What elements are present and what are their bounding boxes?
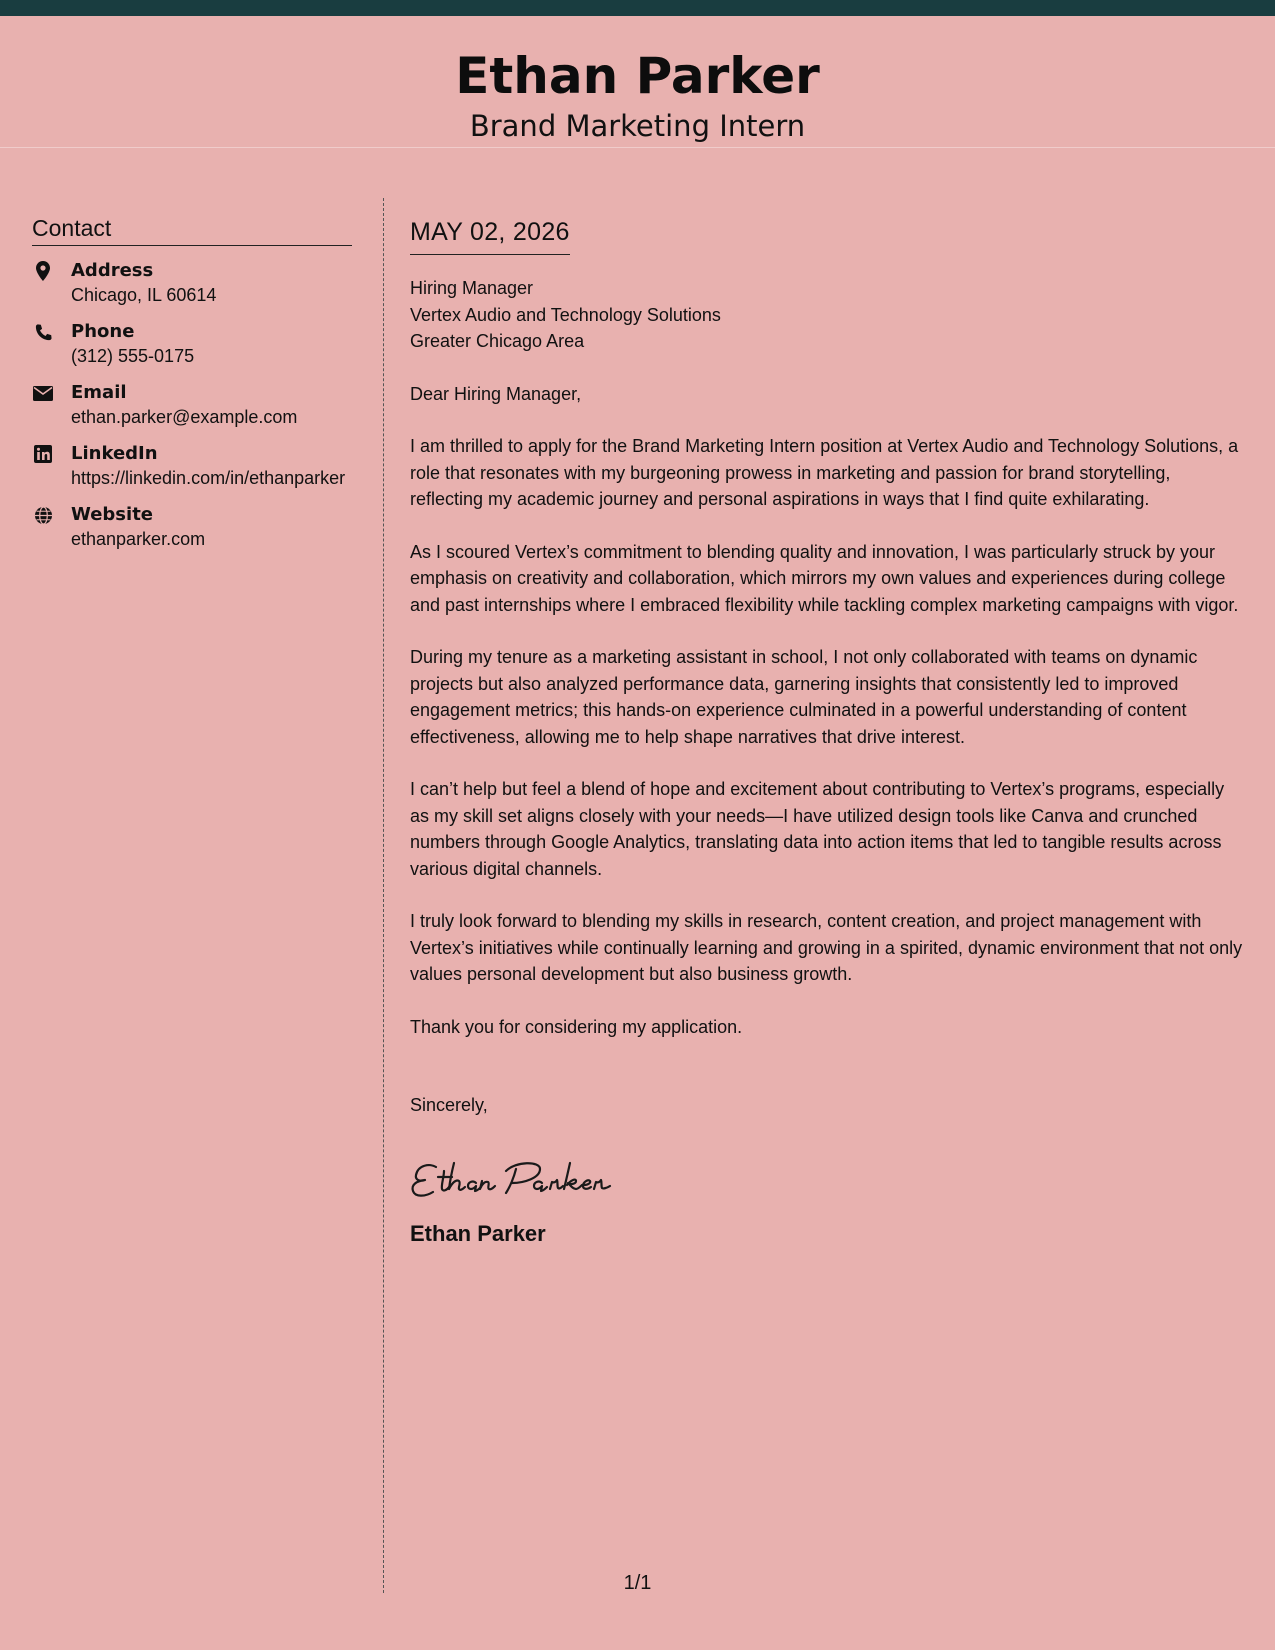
contact-sidebar bbox=[32, 214, 352, 564]
contact-value-phone: (312) 555-0175 bbox=[71, 346, 195, 366]
letter-date: MAY 02, 2026 bbox=[410, 216, 570, 255]
recipient-block bbox=[410, 275, 1245, 355]
contact-item-linkedin bbox=[32, 442, 352, 490]
contact-value-address: Chicago, IL 60614 bbox=[71, 285, 217, 305]
contact-value-email[interactable]: ethan.parker@example.com bbox=[71, 407, 298, 427]
contact-label-website: Website bbox=[71, 504, 154, 525]
contact-item-email bbox=[32, 381, 352, 429]
map-pin-icon bbox=[32, 261, 54, 281]
resume-header bbox=[0, 16, 1275, 148]
contact-value-linkedin[interactable]: https://linkedin.com/in/ethanparker bbox=[71, 468, 346, 488]
applicant-name: Ethan Parker bbox=[455, 47, 820, 105]
applicant-role: Brand Marketing Intern bbox=[469, 109, 806, 143]
contact-value-website[interactable]: ethanparker.com bbox=[71, 529, 206, 549]
handwritten-signature bbox=[410, 1145, 1245, 1205]
contact-label-email: Email bbox=[71, 382, 127, 403]
recipient-location: Greater Chicago Area bbox=[410, 331, 585, 351]
letter-paragraph: I can’t help but feel a blend of hope and excitement about contributing to Vertex’s programs, especially as my skill set aligns closely with your needs—I have utilized design tools like Canva and crunched numbers through Google Analytics, translating data into action items that led to tangible results across various digital channels. bbox=[410, 779, 1225, 879]
letter-paragraph: I truly look forward to blending my skills in research, content creation, and project management with Vertex’s initiatives while continually learning and growing in a spirited, dynamic environment that not only values personal development but also business growth. bbox=[410, 911, 1243, 984]
contact-heading: Contact bbox=[32, 214, 352, 246]
column-divider bbox=[383, 198, 384, 1593]
linkedin-icon bbox=[32, 444, 54, 464]
top-accent-bar bbox=[0, 0, 1275, 16]
letter-paragraph: During my tenure as a marketing assistant in school, I not only collaborated with teams on dynamic projects but also analyzed performance data, garnering insights that consistently led to improved engagement metrics; this hands-on experience culminated in a powerful understanding of content effectiveness, allowing me to help shape narratives that drive interest. bbox=[410, 647, 1198, 747]
salutation: Dear Hiring Manager, bbox=[410, 383, 582, 404]
page-number: 1/1 bbox=[623, 1572, 652, 1594]
letter-paragraph: Thank you for considering my application. bbox=[410, 1016, 743, 1037]
cover-letter-body bbox=[410, 216, 1245, 1249]
closing: Sincerely, bbox=[410, 1095, 488, 1115]
envelope-icon bbox=[32, 383, 54, 403]
globe-icon bbox=[32, 505, 54, 525]
contact-item-address bbox=[32, 259, 352, 307]
letter-paragraph: I am thrilled to apply for the Brand Marketing Intern position at Vertex Audio and Technology Solutions, a role that resonates with my burgeoning prowess in marketing and passion for brand storytelling, reflecting my academic journey and personal aspirations in ways that I find quite exhilarating. bbox=[410, 436, 1239, 509]
contact-label-linkedin: LinkedIn bbox=[71, 443, 158, 464]
contact-label-address: Address bbox=[71, 260, 154, 281]
contact-label-phone: Phone bbox=[71, 321, 135, 342]
letter-paragraph: As I scoured Vertex’s commitment to blending quality and innovation, I was particularly struck by your emphasis on creativity and collaboration, which mirrors my own values and experiences during college and past internships where I embraced flexibility while tackling complex marketing campaigns with vigor. bbox=[410, 541, 1239, 615]
contact-item-website bbox=[32, 503, 352, 551]
phone-icon bbox=[32, 322, 54, 342]
contact-item-phone bbox=[32, 320, 352, 368]
recipient-company: Vertex Audio and Technology Solutions bbox=[410, 304, 721, 325]
recipient-title: Hiring Manager bbox=[410, 278, 534, 298]
signer-name: Ethan Parker bbox=[410, 1220, 546, 1246]
